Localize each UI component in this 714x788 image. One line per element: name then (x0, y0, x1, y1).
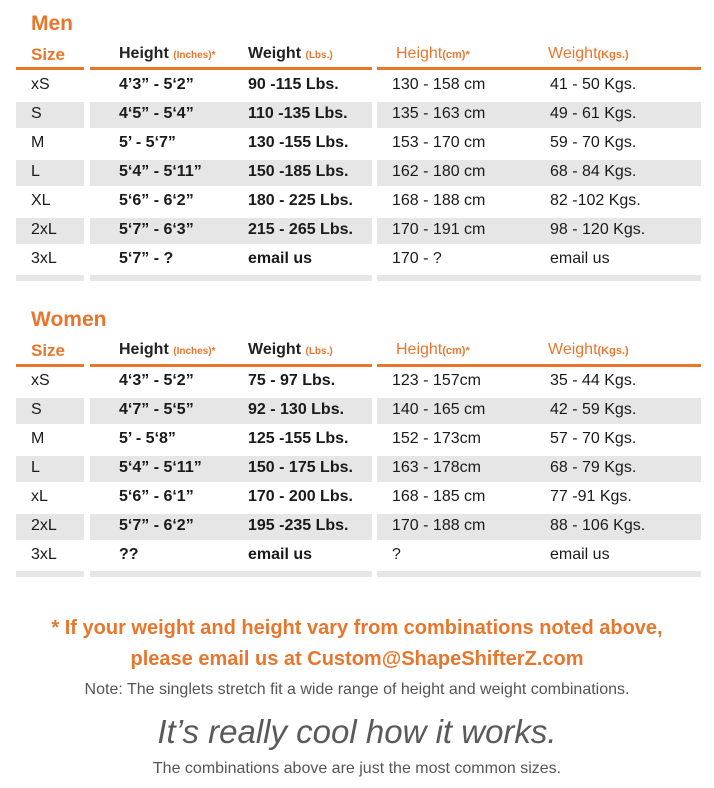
weight-kg-column-header: Weight(Kgs.) (548, 45, 629, 62)
row-shading (16, 160, 84, 186)
size-cell: L (31, 459, 40, 476)
table-row (0, 456, 714, 482)
height-cm-column-header: Height(cm)* (396, 341, 470, 358)
table-row (0, 514, 714, 540)
height-cm-cell: 130 - 158 cm (392, 76, 486, 93)
height-cm-cell: 170 - 191 cm (392, 221, 486, 238)
height-inches-cell: 5‘6” - 6‘2” (119, 192, 194, 209)
size-cell: M (31, 134, 45, 151)
size-cell: xS (31, 76, 50, 93)
email-contact-notice: please email us at Custom@ShapeShifterZ.com (130, 648, 584, 670)
weight-kg-cell: 68 - 79 Kgs. (550, 459, 637, 476)
table-row (0, 543, 714, 569)
weight-kg-cell: email us (550, 546, 610, 563)
weight-kg-cell: 42 - 59 Kgs. (550, 401, 637, 418)
height-inches-cell: 5‘4” - 5‘11” (119, 163, 202, 180)
size-cell: XL (31, 192, 51, 209)
height-cm-cell: 135 - 163 cm (392, 105, 486, 122)
height-cm-cell: 170 - 188 cm (392, 517, 486, 534)
weight-lbs-column-header: Weight (Lbs.) (248, 45, 333, 62)
size-cell: S (31, 401, 42, 418)
common-sizes-note: The combinations above are just the most common sizes. (152, 760, 562, 777)
height-inches-cell: 4‘7” - 5‘5” (119, 401, 194, 418)
height-cm-cell: 140 - 165 cm (392, 401, 486, 418)
table-row (0, 189, 714, 215)
weight-kg-cell: 49 - 61 Kgs. (550, 105, 637, 122)
height-cm-cell: ? (392, 546, 401, 563)
height-inches-cell: 5‘4” - 5‘11” (119, 459, 202, 476)
height-cm-column-header: Height(cm)* (396, 45, 470, 62)
weight-kg-cell: 57 - 70 Kgs. (550, 430, 637, 447)
height-inches-cell: 4’3” - 5‘2” (119, 76, 194, 93)
table-row (0, 398, 714, 424)
height-cm-cell: 153 - 170 cm (392, 134, 486, 151)
weight-kg-cell: 88 - 106 Kgs. (550, 517, 646, 534)
height-cm-cell: 163 - 178cm (392, 459, 481, 476)
table-end-bar (16, 571, 84, 577)
height-cm-cell: 170 - ? (392, 250, 442, 267)
size-cell: xS (31, 372, 50, 389)
weight-lbs-cell: 92 - 130 Lbs. (248, 401, 345, 418)
custom-size-notice: * If your weight and height vary from combinations noted above, (51, 617, 663, 639)
header-divider (377, 67, 701, 70)
table-row (0, 218, 714, 244)
height-inches-cell: 5’ - 5‘8” (119, 430, 176, 447)
weight-lbs-cell: 215 - 265 Lbs. (248, 221, 353, 238)
size-cell: M (31, 430, 45, 447)
size-column-header: Size (31, 45, 66, 64)
table-row (0, 369, 714, 395)
size-cell: S (31, 105, 42, 122)
weight-lbs-cell: 130 -155 Lbs. (248, 134, 349, 151)
weight-kg-cell: 59 - 70 Kgs. (550, 134, 637, 151)
header-divider (377, 364, 701, 367)
table-end-bar (16, 275, 84, 281)
size-cell: L (31, 163, 40, 180)
weight-kg-cell: 82 -102 Kgs. (550, 192, 641, 209)
table-end-bar (90, 571, 372, 577)
tagline: It’s really cool how it works. (157, 713, 557, 750)
size-cell: 2xL (31, 221, 57, 238)
table-row (0, 73, 714, 99)
height-inches-column-header: Height (Inches)* (119, 45, 216, 62)
height-inches-cell: 5‘6” - 6‘1” (119, 488, 194, 505)
height-inches-column-header: Height (Inches)* (119, 341, 216, 358)
weight-kg-column-header: Weight(Kgs.) (548, 341, 629, 358)
height-cm-cell: 168 - 188 cm (392, 192, 486, 209)
size-cell: 2xL (31, 517, 57, 534)
height-inches-cell: 5‘7” - 6‘2” (119, 517, 194, 534)
weight-kg-cell: email us (550, 250, 610, 267)
table-row (0, 131, 714, 157)
header-divider (90, 67, 372, 70)
weight-lbs-cell: email us (248, 546, 313, 563)
header-divider (90, 364, 372, 367)
weight-lbs-cell: 180 - 225 Lbs. (248, 192, 353, 209)
table-row (0, 102, 714, 128)
height-inches-cell: 4‘3” - 5‘2” (119, 372, 194, 389)
weight-lbs-cell: email us (248, 250, 313, 267)
weight-kg-cell: 77 -91 Kgs. (550, 488, 632, 505)
height-inches-cell: 5‘7” - 6‘3” (119, 221, 194, 238)
weight-kg-cell: 41 - 50 Kgs. (550, 76, 637, 93)
table-row (0, 485, 714, 511)
weight-lbs-cell: 195 -235 Lbs. (248, 517, 349, 534)
size-cell: xL (31, 488, 48, 505)
weight-lbs-cell: 75 - 97 Lbs. (248, 372, 336, 389)
weight-kg-cell: 35 - 44 Kgs. (550, 372, 637, 389)
weight-kg-cell: 98 - 120 Kgs. (550, 221, 646, 238)
height-inches-cell: 5’ - 5‘7” (119, 134, 176, 151)
weight-lbs-cell: 125 -155 Lbs. (248, 430, 349, 447)
weight-lbs-cell: 90 -115 Lbs. (248, 76, 339, 93)
height-cm-cell: 162 - 180 cm (392, 163, 486, 180)
row-shading (16, 398, 84, 424)
table-end-bar (377, 275, 701, 281)
table-end-bar (377, 571, 701, 577)
row-shading (16, 456, 84, 482)
weight-lbs-cell: 150 -185 Lbs. (248, 163, 349, 180)
header-divider (16, 364, 84, 367)
table-row (0, 427, 714, 453)
size-column-header: Size (31, 341, 66, 360)
table-end-bar (90, 275, 372, 281)
table-row (0, 160, 714, 186)
row-shading (16, 102, 84, 128)
size-cell: 3xL (31, 546, 57, 563)
height-inches-cell: 4‘5” - 5‘4” (119, 105, 194, 122)
weight-lbs-cell: 170 - 200 Lbs. (248, 488, 353, 505)
weight-lbs-cell: 110 -135 Lbs. (248, 105, 348, 122)
weight-lbs-cell: 150 - 175 Lbs. (248, 459, 353, 476)
height-cm-cell: 168 - 185 cm (392, 488, 486, 505)
table-row (0, 247, 714, 273)
men-section-title: Men (31, 12, 73, 35)
size-cell: 3xL (31, 250, 57, 267)
stretch-note: Note: The singlets stretch fit a wide range of height and weight combinations. (84, 681, 630, 698)
header-divider (16, 67, 84, 70)
height-inches-cell: 5‘7” - ? (119, 250, 174, 267)
women-section-title: Women (31, 308, 107, 331)
height-inches-cell: ?? (119, 546, 139, 563)
weight-lbs-column-header: Weight (Lbs.) (248, 341, 333, 358)
height-cm-cell: 152 - 173cm (392, 430, 481, 447)
height-cm-cell: 123 - 157cm (392, 372, 481, 389)
weight-kg-cell: 68 - 84 Kgs. (550, 163, 637, 180)
